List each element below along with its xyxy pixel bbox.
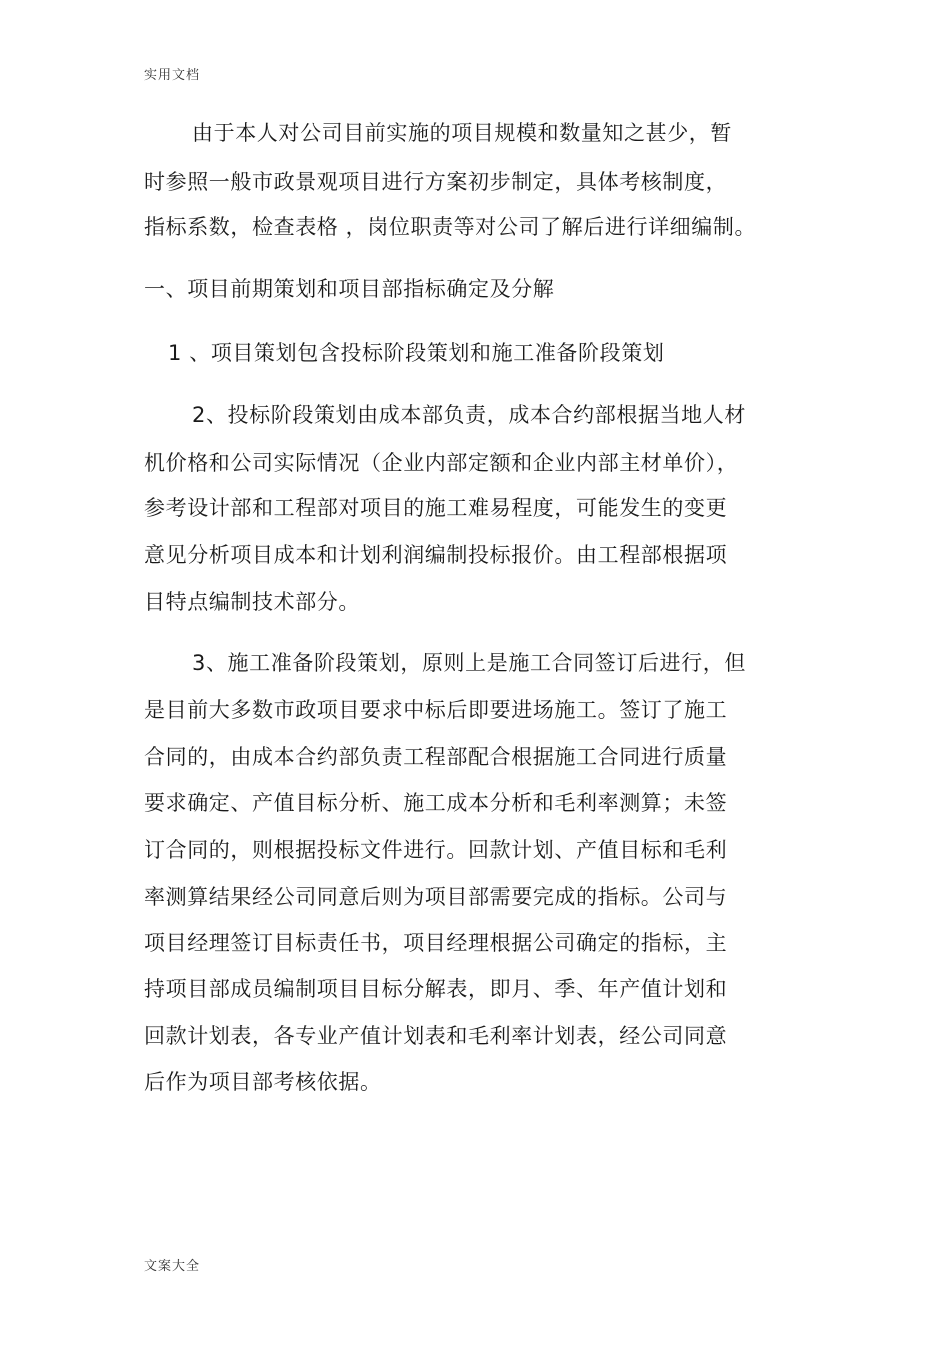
item-3-line-9: 回款计划表，各专业产值计划表和毛利率计划表，经公司同意	[144, 1024, 728, 1048]
section-heading-1: 一、项目前期策划和项目部指标确定及分解	[144, 277, 555, 301]
item-3-line-1: 3、施工准备阶段策划，原则上是施工合同签订后进行，但	[192, 651, 746, 675]
item-2-line-2: 机价格和公司实际情况（企业内部定额和企业内部主材单价），	[144, 451, 739, 475]
item-3-line-7: 项目经理签订目标责任书，项目经理根据公司确定的指标，主	[144, 931, 728, 955]
item-3-line-8: 持项目部成员编制项目目标分解表，即月、季、年产值计划和	[144, 977, 728, 1001]
page-header: 实用文档	[144, 68, 201, 83]
item-2-line-4: 意见分析项目成本和计划利润编制投标报价。由工程部根据项	[144, 543, 728, 567]
page-footer: 文案大全	[144, 1259, 201, 1274]
item-3-line-4: 要求确定、产值目标分析、施工成本分析和毛利率测算；未签	[144, 791, 728, 815]
item-2-line-1: 2、投标阶段策划由成本部负责，成本合约部根据当地人材	[192, 403, 746, 427]
item-3-line-5: 订合同的，则根据投标文件进行。回款计划、产值目标和毛利	[144, 838, 728, 862]
item-1: 1 、项目策划包含投标阶段策划和施工准备阶段策划	[168, 341, 665, 365]
intro-line-3: 指标系数，检查表格 ，岗位职责等对公司了解后进行详细编制。	[144, 215, 757, 239]
item-3-line-6: 率测算结果经公司同意后则为项目部需要完成的指标。公司与	[144, 885, 728, 909]
item-2-line-3: 参考设计部和工程部对项目的施工难易程度，可能发生的变更	[144, 496, 728, 520]
intro-line-1: 由于本人对公司目前实施的项目规模和数量知之甚少，暂	[192, 121, 732, 145]
item-2-line-5: 目特点编制技术部分。	[144, 590, 360, 614]
item-3-line-10: 后作为项目部考核依据。	[144, 1070, 382, 1094]
item-3-line-2: 是目前大多数市政项目要求中标后即要进场施工。签订了施工	[144, 698, 728, 722]
intro-line-2: 时参照一般市政景观项目进行方案初步制定，具体考核制度，	[144, 170, 728, 194]
item-3-line-3: 合同的，由成本合约部负责工程部配合根据施工合同进行质量	[144, 745, 728, 769]
